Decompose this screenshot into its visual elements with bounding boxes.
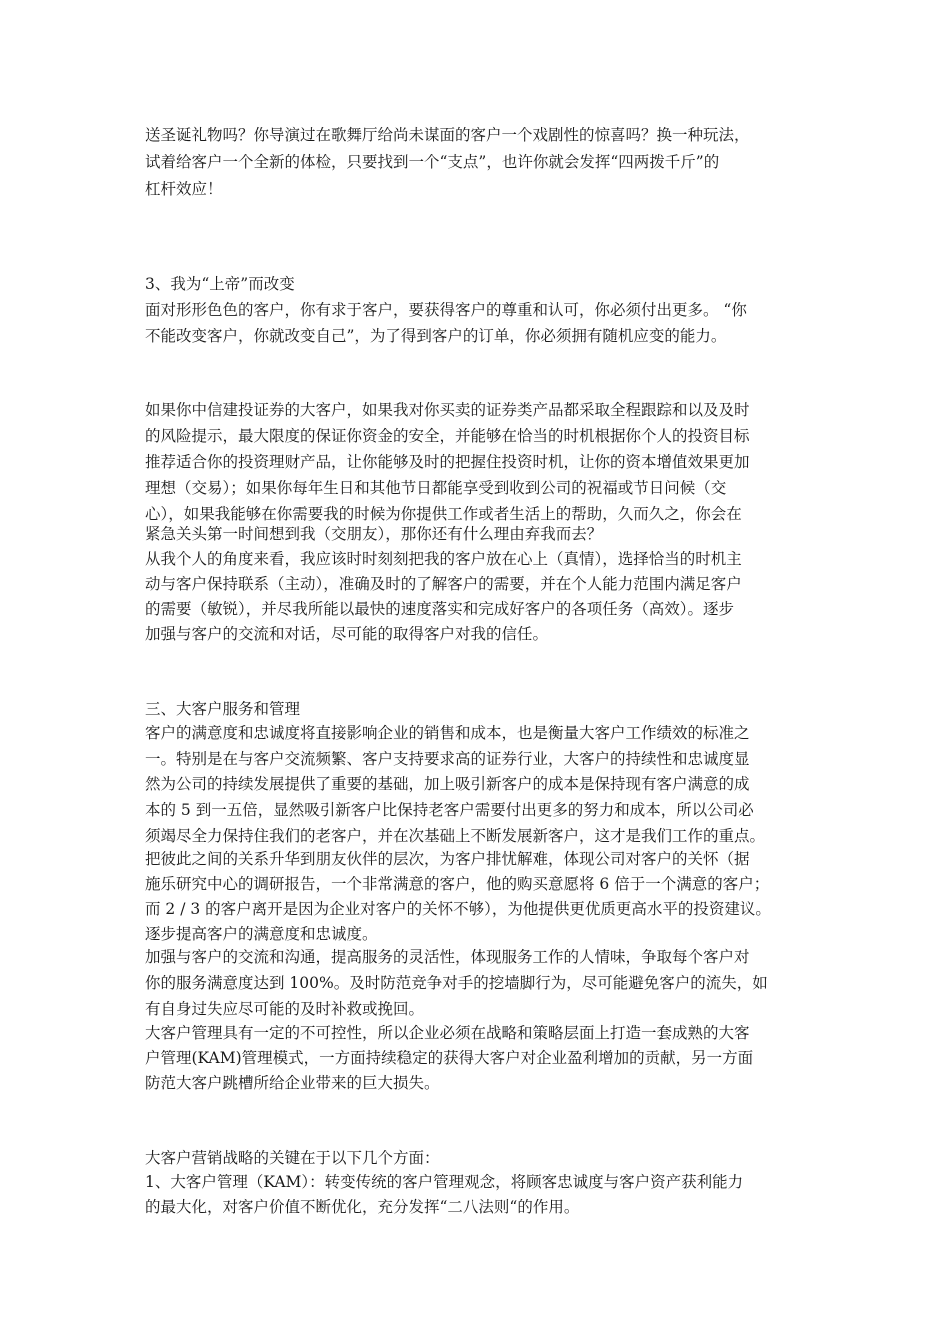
paragraph-line: 理想（交易）；如果你每年生日和其他节日都能享受到收到公司的祝福或节日问候（交 <box>145 479 727 497</box>
paragraph-line: 加强与客户的交流和沟通，提高服务的灵活性，体现服务工作的人情味，争取每个客户对 <box>145 948 750 966</box>
paragraph-line: 须竭尽全力保持住我们的老客户，并在次基础上不断发展新客户，这才是我们工作的重点。 <box>145 827 766 845</box>
paragraph-line: 试着给客户一个全新的体检，只要找到一个“支点”，也许你就会发挥“四两拨千斤”的 <box>145 153 720 171</box>
paragraph-line: 的最大化，对客户价值不断优化，充分发挥“二八法则“的作用。 <box>145 1198 580 1216</box>
section-heading: 三、大客户服务和管理 <box>145 700 301 718</box>
paragraph-line: 然为公司的持续发展提供了重要的基础，加上吸引新客户的成本是保持现有客户满意的成 <box>145 775 750 793</box>
paragraph-line: 施乐研究中心的调研报告，一个非常满意的客户，他的购买意愿将 6 倍于一个满意的客户； <box>145 875 770 893</box>
paragraph-line: 你的服务满意度达到 100%。及时防范竞争对手的挖墙脚行为，尽可能避免客户的流失，如 <box>145 974 768 992</box>
section-heading: 3、我为“上帝”而改变 <box>145 275 295 293</box>
paragraph-line: 防范大客户跳槽所给企业带来的巨大损失。 <box>145 1074 440 1092</box>
paragraph-line: 送圣诞礼物吗？你导演过在歌舞厅给尚未谋面的客户一个戏剧性的惊喜吗？换一种玩法， <box>145 126 750 144</box>
paragraph-line: 动与客户保持联系（主动），准确及时的了解客户的需要，并在个人能力范围内满足客户 <box>145 575 742 593</box>
paragraph-line: 杠杆效应！ <box>145 180 223 198</box>
paragraph-line: 有自身过失应尽可能的及时补救或挽回。 <box>145 1000 425 1018</box>
paragraph-line: 的风险提示，最大限度的保证你资金的安全，并能够在恰当的时机根据你个人的投资目标 <box>145 427 750 445</box>
paragraph-line: 紧急关头第一时间想到我（交朋友），那你还有什么理由弃我而去？ <box>145 525 603 543</box>
section-heading: 大客户营销战略的关键在于以下几个方面： <box>145 1149 440 1167</box>
paragraph-line: 本的 5 到一五倍，显然吸引新客户比保持老客户需要付出更多的努力和成本，所以公司必 <box>145 801 754 819</box>
paragraph-line: 从我个人的角度来看，我应该时时刻刻把我的客户放在心上（真情），选择恰当的时机主 <box>145 550 742 568</box>
paragraph-line: 如果你中信建投证券的大客户，如果我对你买卖的证券类产品都采取全程跟踪和以及及时 <box>145 401 750 419</box>
paragraph-line: 的需要（敏锐），并尽我所能以最快的速度落实和完成好客户的各项任务（高效）。逐步 <box>145 600 735 618</box>
paragraph-line: 把彼此之间的关系升华到朋友伙伴的层次，为客户排忧解难，体现公司对客户的关怀（据 <box>145 850 750 868</box>
paragraph-line: 面对形形色色的客户，你有求于客户，要获得客户的尊重和认可，你必须付出更多。 “你 <box>145 301 747 319</box>
paragraph-line: 而 2 / 3 的客户离开是因为企业对客户的关怀不够），为他提供更优质更高水平的投资建议。 <box>145 900 771 918</box>
paragraph-line: 户管理(KAM)管理模式，一方面持续稳定的获得大客户对企业盈利增加的贡献，另一方面 <box>145 1049 754 1067</box>
paragraph-line: 一。特别是在与客户交流频繁、客户支持要求高的证券行业，大客户的持续性和忠诚度显 <box>145 750 750 768</box>
paragraph-line: 推荐适合你的投资理财产品，让你能够及时的把握住投资时机，让你的资本增值效果更加 <box>145 453 750 471</box>
paragraph-line: 心），如果我能够在你需要我的时候为你提供工作或者生活上的帮助，久而久之，你会在 <box>145 505 742 523</box>
paragraph-line: 逐步提高客户的满意度和忠诚度。 <box>145 925 378 943</box>
paragraph-line: 客户的满意度和忠诚度将直接影响企业的销售和成本，也是衡量大客户工作绩效的标准之 <box>145 724 750 742</box>
paragraph-line: 大客户管理具有一定的不可控性，所以企业必须在战略和策略层面上打造一套成熟的大客 <box>145 1024 750 1042</box>
paragraph-line: 加强与客户的交流和对话，尽可能的取得客户对我的信任。 <box>145 625 549 643</box>
paragraph-line: 不能改变客户，你就改变自己”，为了得到客户的订单，你必须拥有随机应变的能力。 <box>145 327 727 345</box>
paragraph-line: 1、大客户管理（KAM）：转变传统的客户管理观念，将顾客忠诚度与客户资产获利能力 <box>145 1173 744 1191</box>
